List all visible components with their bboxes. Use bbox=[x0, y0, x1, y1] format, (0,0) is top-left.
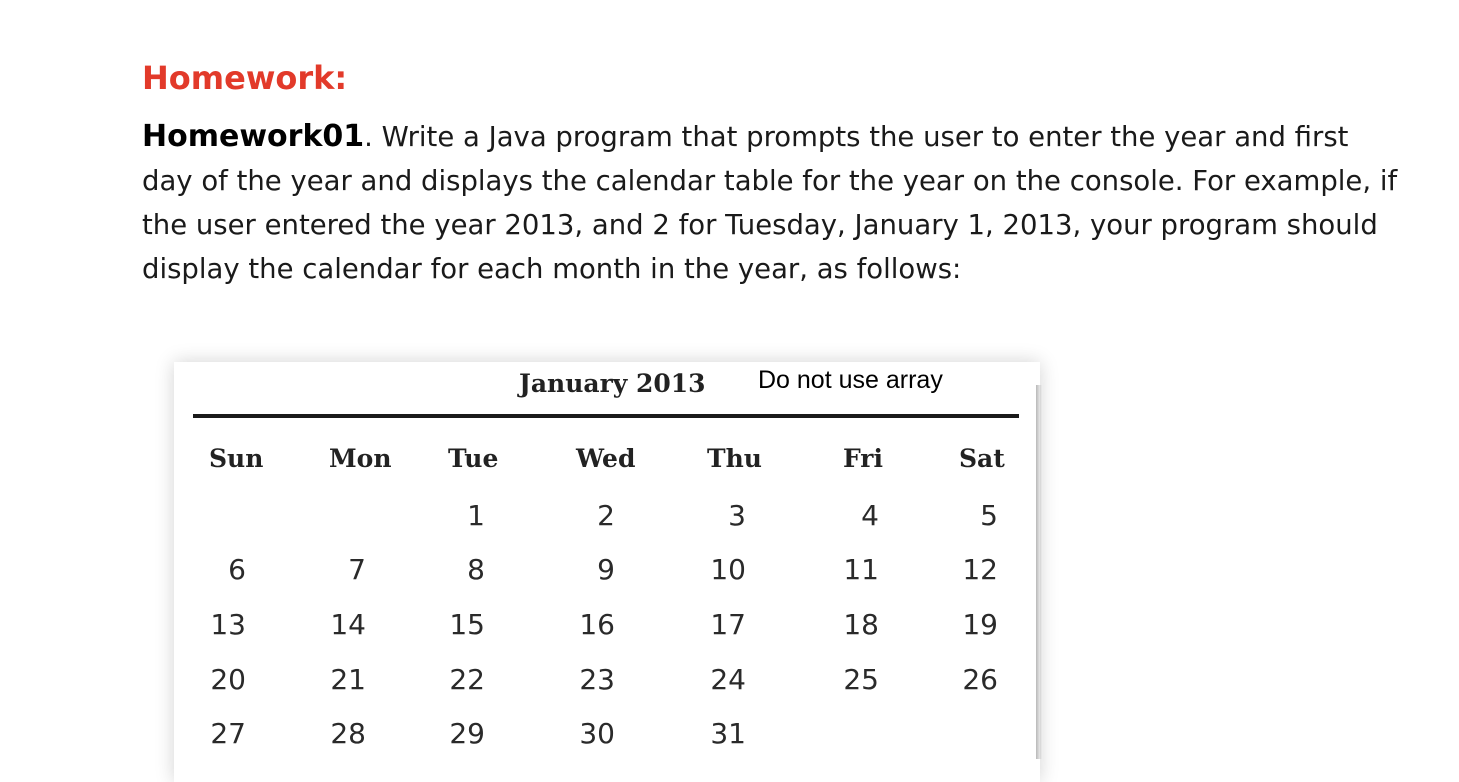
calendar-day: 12 bbox=[962, 553, 998, 586]
homework-heading: Homework: bbox=[142, 59, 348, 97]
calendar-day: 1 bbox=[467, 499, 485, 532]
calendar-day: 16 bbox=[579, 608, 615, 641]
calendar-day: 22 bbox=[449, 663, 485, 696]
calendar-day: 9 bbox=[597, 553, 615, 586]
calendar-day: 11 bbox=[843, 553, 879, 586]
calendar-divider bbox=[193, 414, 1019, 418]
calendar-day: 15 bbox=[449, 608, 485, 641]
calendar-day: 7 bbox=[348, 553, 366, 586]
calendar-day: 6 bbox=[228, 553, 246, 586]
calendar-day: 30 bbox=[579, 717, 615, 750]
calendar-day: 4 bbox=[861, 499, 879, 532]
calendar-day: 20 bbox=[210, 663, 246, 696]
calendar-day: 10 bbox=[710, 553, 746, 586]
weekday-header: Sat bbox=[959, 444, 1005, 473]
calendar-day: 5 bbox=[980, 499, 998, 532]
weekday-header: Fri bbox=[843, 444, 883, 473]
calendar-day: 13 bbox=[210, 608, 246, 641]
calendar-day: 3 bbox=[728, 499, 746, 532]
calendar-day: 25 bbox=[843, 663, 879, 696]
calendar-day: 19 bbox=[962, 608, 998, 641]
calendar-example bbox=[174, 362, 1040, 782]
calendar-day: 2 bbox=[597, 499, 615, 532]
calendar-day: 27 bbox=[210, 717, 246, 750]
calendar-note: Do not use array bbox=[758, 366, 943, 394]
calendar-day: 17 bbox=[710, 608, 746, 641]
page-edge-shadow bbox=[1036, 385, 1042, 759]
assignment-title: Homework01 bbox=[142, 119, 365, 154]
weekday-header: Mon bbox=[329, 444, 392, 473]
calendar-day: 8 bbox=[467, 553, 485, 586]
calendar-month-title: January 2013 bbox=[519, 369, 706, 398]
assignment-description bbox=[142, 115, 1402, 291]
calendar-day: 18 bbox=[843, 608, 879, 641]
calendar-day: 31 bbox=[710, 717, 746, 750]
weekday-header: Wed bbox=[576, 444, 636, 473]
weekday-header-row bbox=[174, 440, 1040, 478]
calendar-day: 21 bbox=[330, 663, 366, 696]
calendar-day: 29 bbox=[449, 717, 485, 750]
weekday-header: Thu bbox=[707, 444, 762, 473]
calendar-day: 24 bbox=[710, 663, 746, 696]
calendar-day: 26 bbox=[962, 663, 998, 696]
weekday-header: Tue bbox=[448, 444, 499, 473]
calendar-day: 28 bbox=[330, 717, 366, 750]
calendar-day: 14 bbox=[330, 608, 366, 641]
assignment-text: . Write a Java program that prompts the user to enter the year and first day of the year and displays the calendar table for the year on the console. For example, if the user entered the year 2013, and 2 for Tuesday, January 1, 2013, your program should display the calendar for each month in the year, as follows: bbox=[142, 121, 1398, 285]
weekday-header: Sun bbox=[209, 444, 264, 473]
calendar-day: 23 bbox=[579, 663, 615, 696]
